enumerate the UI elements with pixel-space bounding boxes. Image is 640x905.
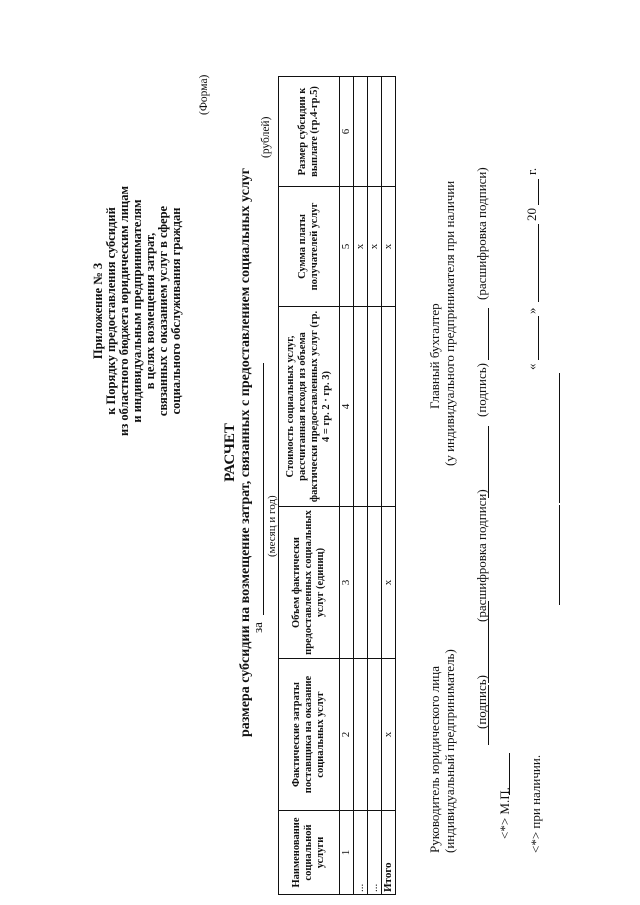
appendix-header <box>92 86 183 536</box>
units-label: (рублей) <box>260 116 272 158</box>
period-prefix: за <box>250 622 265 633</box>
table-cell: x <box>382 187 396 307</box>
table-cell: Итого <box>382 811 396 895</box>
accountant-label-note: (у индивидуального предпринимателя при наличии <box>442 180 457 466</box>
table-cell: ... <box>368 811 382 895</box>
date-quote-close: » <box>524 307 539 314</box>
col-number: 5 <box>340 187 354 307</box>
separator-line-2 <box>559 373 560 503</box>
col-header: Фактические затраты поставщика на оказание социальных услуг <box>279 659 340 811</box>
table-cell: ... <box>354 811 368 895</box>
separator-line-1 <box>559 505 560 605</box>
document-subtitle: размера субсидии на возмещение затрат, связанных с предоставлением социальных услуг <box>238 167 253 738</box>
col-number: 2 <box>340 659 354 811</box>
document-title: РАСЧЕТ <box>222 423 238 482</box>
table-cell <box>382 77 396 187</box>
head-label-note: (индивидуальный предприниматель) <box>442 649 457 853</box>
form-label: (Форма) <box>198 74 210 115</box>
accountant-podpis: (подпись) <box>474 363 489 417</box>
date-quote-open: « <box>524 363 539 370</box>
col-header: Объем фактически предоставленных социальных услуг (единиц) <box>279 507 340 659</box>
table-cell <box>382 307 396 507</box>
table-cell <box>368 507 382 659</box>
date-year-line <box>538 179 539 205</box>
mp-label: <*> М.П. <box>497 787 512 839</box>
table-header-row <box>279 77 340 895</box>
col-header: Наименование социальной услуги <box>279 811 340 895</box>
col-number: 4 <box>340 307 354 507</box>
appendix-line: Приложение № 3 <box>91 262 105 360</box>
table-cell <box>354 77 368 187</box>
calculation-table <box>278 76 396 895</box>
table-cell <box>368 77 382 187</box>
col-number: 6 <box>340 77 354 187</box>
col-header: Стоимость социальных услуг, рассчитанная исходя из объема фактически предоставленных услуг (гр. 4 = гр. 2 · гр. 3) <box>279 307 340 507</box>
table-cell: x <box>382 507 396 659</box>
table-number-row <box>340 77 354 895</box>
accountant-decode-line <box>488 308 489 360</box>
table-cell <box>354 659 368 811</box>
accountant-rasshifrovka: (расшифровка подписи) <box>474 167 489 300</box>
table-row <box>354 77 368 895</box>
table-total-row <box>382 77 396 895</box>
table-cell: x <box>354 187 368 307</box>
appendix-line: и индивидуальным предпринимателям <box>130 199 144 423</box>
appendix-line: из областного бюджета юридическим лицам <box>117 186 131 436</box>
date-year-prefix: 20 <box>524 208 539 221</box>
accountant-label: Главный бухгалтер <box>427 303 442 409</box>
table-cell <box>368 659 382 811</box>
appendix-line: социального обслуживания граждан <box>169 207 183 415</box>
col-number: 3 <box>340 507 354 659</box>
col-header: Размер субсидии к выплате (гр.4-гр.5) <box>279 77 340 187</box>
table-cell <box>354 307 368 507</box>
table-row <box>368 77 382 895</box>
col-number: 1 <box>340 811 354 895</box>
head-podpis: (подпись) <box>474 675 489 729</box>
head-rasshifrovka: (расшифровка подписи) <box>474 489 489 622</box>
accountant-signature-line <box>488 426 489 498</box>
col-header: Сумма платы получателей услуг <box>279 187 340 307</box>
date-month-line <box>538 224 539 302</box>
table-cell: x <box>368 187 382 307</box>
date-day-line <box>538 316 539 360</box>
table-cell: x <box>382 659 396 811</box>
date-year-suffix: г. <box>524 167 539 175</box>
appendix-line: связанных с оказанием услуг в сфере <box>156 205 170 417</box>
appendix-line: в целях возмещения затрат, <box>143 232 157 390</box>
table-cell <box>354 507 368 659</box>
footnote: <*> при наличии. <box>528 754 543 853</box>
period-hint: (месяц и год) <box>266 495 278 557</box>
head-label: Руководитель юридического лица <box>427 666 442 853</box>
table-cell <box>368 307 382 507</box>
period-fill-line <box>263 363 264 615</box>
appendix-line: к Порядку предоставления субсидий <box>104 207 118 415</box>
